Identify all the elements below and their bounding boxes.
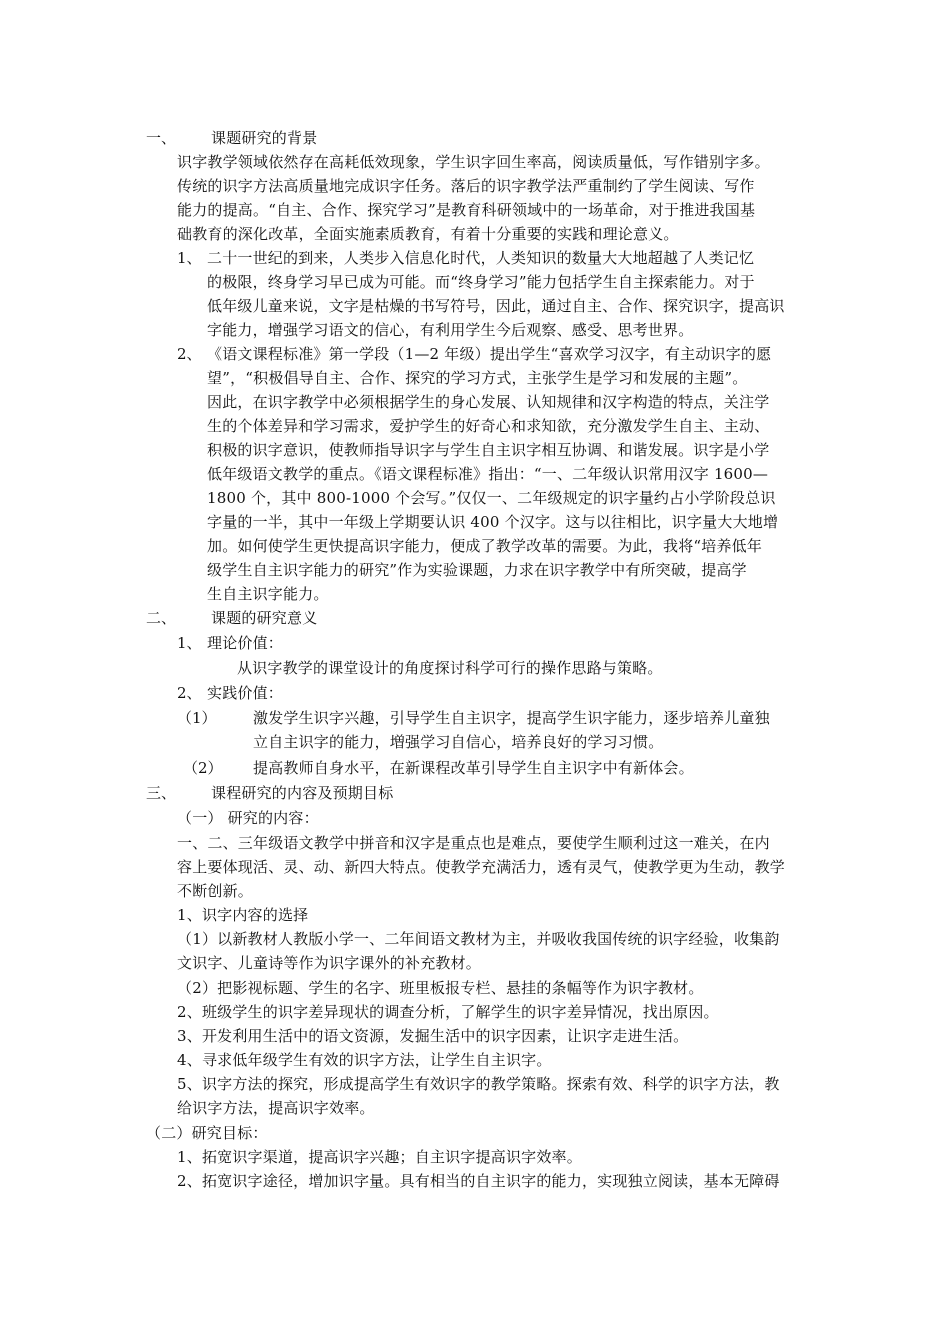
- subsection-heading: （二）研究目标：: [146, 1124, 268, 1142]
- list-item-line: 因此，在识字教学中必须根据学生的身心发展、认知规律和汉字构造的特点，关注学: [207, 393, 770, 411]
- list-number: 2、: [177, 345, 202, 363]
- paragraph-line: （2）把影视标题、学生的名字、班里板报专栏、悬挂的条幅等作为识字教材。: [177, 979, 704, 997]
- paragraph-line: 2、班级学生的识字差异现状的调查分析，了解学生的识字差异情况，找出原因。: [177, 1003, 719, 1021]
- paragraph-line: 3、开发利用生活中的语文资源，发掘生活中的识字因素，让识字走进生活。: [177, 1027, 689, 1045]
- section-heading: 课题研究的背景: [211, 129, 318, 147]
- list-item-line: 生自主识字能力。: [207, 585, 329, 603]
- paragraph-line: 2、拓宽识字途径，增加识字量。具有相当的自主识字的能力，实现独立阅读，基本无障碍: [177, 1172, 780, 1190]
- list-item-line: 积极的识字意识，使教师指导识字与学生自主识字相互协调、和谐发展。识字是小学: [207, 441, 770, 459]
- sub-list-number: （2）: [183, 759, 223, 777]
- list-item-line: 生的个体差异和学习需求，爱护学生的好奇心和求知欲，充分激发学生自主、主动、: [207, 417, 770, 435]
- section-number: 三、: [146, 784, 177, 802]
- list-item-line: 级学生自主识字能力的研究”作为实验课题，力求在识字教学中有所突破，提高学: [207, 561, 747, 579]
- list-item-line: 1800 个，其中 800-1000 个会写。”仅仅一、二年级规定的识字量约占小学阶段总识: [207, 489, 776, 507]
- paragraph-line: 给识字方法，提高识字效率。: [177, 1099, 375, 1117]
- paragraph-line: 4、寻求低年级学生有效的识字方法，让学生自主识字。: [177, 1051, 552, 1069]
- sub-list-line: 提高教师自身水平，在新课程改革引导学生自主识字中有新体会。: [253, 759, 694, 777]
- paragraph-line: （1）以新教材人教版小学一、二年间语文教材为主，并吸收我国传统的识字经验，收集韵: [177, 930, 780, 948]
- list-number: 2、: [177, 684, 202, 702]
- paragraph-line: 能力的提高。“自主、合作、探究学习”是教育科研领域中的一场革命，对于推进我国基: [177, 201, 756, 219]
- paragraph-line: 容上要体现活、灵、动、新四大特点。使教学充满活力，透有灵气，使教学更为生动，教学: [177, 858, 786, 876]
- list-item-label: 实践价值：: [207, 684, 284, 702]
- list-item-line: 二十一世纪的到来，人类步入信息化时代，人类知识的数量大大地超越了人类记忆: [207, 249, 755, 267]
- paragraph-line: 不断创新。: [177, 882, 254, 900]
- sub-list-number: （1）: [177, 709, 217, 727]
- list-item-line: 望”，“积极倡导自主、合作、探究的学习方式，主张学生是学习和发展的主题”。: [207, 369, 748, 387]
- sub-list-line: 激发学生识字兴趣，引导学生自主识字，提高学生识字能力，逐步培养儿童独: [253, 709, 770, 727]
- list-item-line: 《语文课程标准》第一学段（1—2 年级）提出学生“喜欢学习汉字，有主动识字的愿: [207, 345, 772, 363]
- subsection-heading: （一） 研究的内容：: [177, 809, 319, 827]
- paragraph-line: 础教育的深化改革，全面实施素质教育，有着十分重要的实践和理论意义。: [177, 225, 679, 243]
- list-number: 1、: [177, 634, 202, 652]
- paragraph-line: 1、拓宽识字渠道，提高识字兴趣；自主识字提高识字效率。: [177, 1148, 582, 1166]
- paragraph-line: 5、识字方法的探究，形成提高学生有效识字的教学策略。探索有效、科学的识字方法，教: [177, 1075, 780, 1093]
- paragraph-line: 一、二、三年级语文教学中拼音和汉字是重点也是难点，要使学生顺利过这一难关，在内: [177, 834, 770, 852]
- paragraph-line: 文识字、儿童诗等作为识字课外的补充教材。: [177, 954, 482, 972]
- list-number: 1、: [177, 249, 202, 267]
- section-heading: 课程研究的内容及预期目标: [211, 784, 394, 802]
- sub-list-line: 立自主识字的能力，増强学习自信心，培养良好的学习习惯。: [253, 733, 664, 751]
- paragraph-line: 从识字教学的课堂设计的角度探讨科学可行的操作思路与策略。: [237, 659, 663, 677]
- list-item-line: 加。如何使学生更快提高识字能力，便成了教学改革的需要。为此，我将“培养低年: [207, 537, 763, 555]
- paragraph-line: 识字教学领域依然存在高耗低效现象，学生识字回生率高，阅读质量低，写作错别字多。: [177, 153, 770, 171]
- list-item-line: 字能力，增强学习语文的信心，有利用学生今后观察、感受、思考世界。: [207, 321, 694, 339]
- section-number: 一、: [146, 129, 177, 147]
- section-number: 二、: [146, 609, 177, 627]
- paragraph-line: 1、识字内容的选择: [177, 906, 309, 924]
- section-heading: 课题的研究意义: [211, 609, 318, 627]
- list-item-line: 的极限，终身学习早已成为可能。而“终身学习”能力包括学生自主探索能力。对于: [207, 273, 755, 291]
- list-item-label: 理论价值：: [207, 634, 284, 652]
- list-item-line: 低年级儿童来说，文字是枯燥的书写符号，因此，通过自主、合作、探究识字，提高识: [207, 297, 785, 315]
- paragraph-line: 传统的识字方法高质量地完成识字任务。落后的识字教学法严重制约了学生阅读、写作: [177, 177, 755, 195]
- list-item-line: 低年级语文教学的重点。《语文课程标准》指出：“一、二年级认识常用汉字 1600—: [207, 465, 769, 483]
- list-item-line: 字量的一半，其中一年级上学期要认识 400 个汉字。这与以往相比，识字量大大地增: [207, 513, 779, 531]
